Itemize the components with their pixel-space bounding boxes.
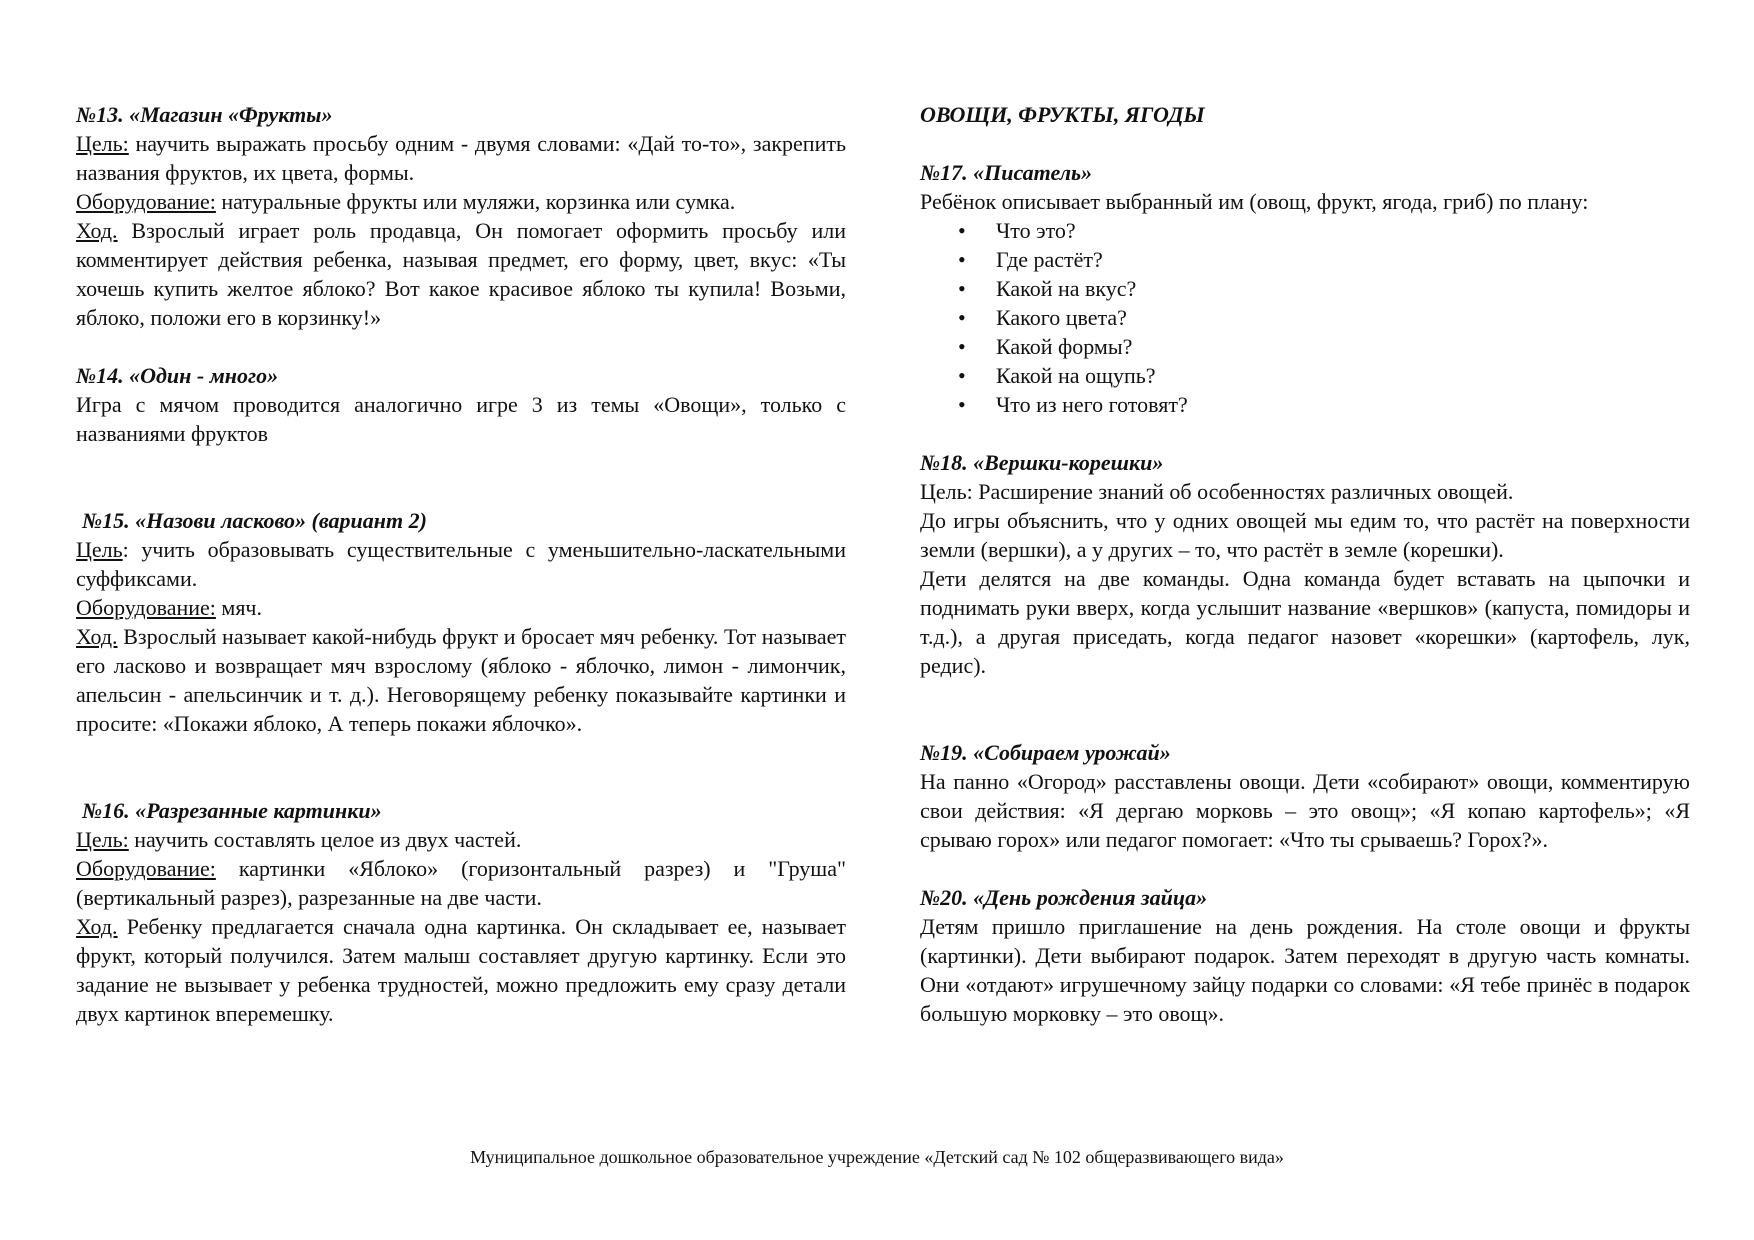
game-14-title: №14. «Один - много» — [76, 363, 279, 388]
game-18 — [920, 448, 1690, 680]
equipment-text: натуральные фрукты или муляжи, корзинка или сумка. — [215, 189, 736, 214]
game-20 — [920, 883, 1690, 1028]
move-text: Взрослый называет какой-нибудь фрукт и бросает мяч ребенку. Тот называет его ласково и возвращает мяч взрослому (яблоко - яблочко, лимон - лимончик, апельсин - апельсинчик и т. д.). Неговорящему ребенку показывайте картинки и просите: «Покажи яблоко, А теперь покажи яблочко». — [76, 624, 846, 736]
question-list — [920, 216, 1690, 419]
bullet-icon: • — [958, 392, 966, 417]
game-13-title: №13. «Магазин «Фрукты» — [76, 102, 333, 127]
bullet-icon: • — [958, 305, 966, 330]
game-19 — [920, 738, 1690, 854]
move-label: Ход. — [76, 218, 118, 243]
spacer — [920, 419, 1690, 448]
right-column — [920, 100, 1690, 1028]
goal-text: научить выражать просьбу одним - двумя словами: «Дай то-то», закрепить названия фруктов, их цвета, формы. — [76, 131, 846, 185]
spacer — [920, 680, 1690, 738]
list-item: • Что это? — [958, 218, 1076, 243]
list-item: • Какой на ощупь? — [958, 363, 1156, 388]
game-13-equipment — [76, 187, 846, 216]
game-20-text: Детям пришло приглашение на день рождения. На столе овощи и фрукты (картинки). Дети выбирают подарок. Затем переходят в другую часть комнаты. Они «отдают» игрушечному зайцу подарки со словами: «Я тебе принёс в подарок большую морковку – это овощ». — [920, 914, 1690, 1026]
goal-text: : учить образовывать существительные с уменьшительно-ласкательными суффиксами. — [76, 537, 846, 591]
game-18-paragraph-1: До игры объяснить, что у одних овощей мы едим то, что растёт на поверхности земли (вершки), а у других – то, что растёт в земле (корешки). — [920, 508, 1690, 562]
page-footer: Муниципальное дошкольное образовательное учреждение «Детский сад № 102 общеразвивающего вида» — [470, 1147, 1284, 1167]
game-13-move — [76, 216, 846, 332]
game-16 — [76, 796, 846, 1028]
game-15-goal — [76, 535, 846, 593]
game-19-title: №19. «Собираем урожай» — [920, 740, 1171, 765]
equipment-label: Оборудование: — [76, 856, 216, 881]
game-20-title: №20. «День рождения зайца» — [920, 885, 1208, 910]
game-16-move — [76, 912, 846, 1028]
bullet-icon: • — [958, 334, 966, 359]
game-15-title: №15. «Назови ласково» (вариант 2) — [82, 508, 427, 533]
bullet-icon: • — [958, 247, 966, 272]
goal-label: Цель: — [76, 131, 129, 156]
spacer — [76, 332, 846, 361]
spacer — [920, 854, 1690, 883]
spacer — [76, 448, 846, 506]
game-18-goal: Цель: Расширение знаний об особенностях различных овощей. — [920, 479, 1514, 504]
game-15-move — [76, 622, 846, 738]
left-column — [76, 100, 846, 1028]
list-item: • Какого цвета? — [958, 305, 1127, 330]
game-16-equipment — [76, 854, 846, 912]
equipment-text: картинки «Яблоко» (горизонтальный разрез) и "Груша" (вертикальный разрез), разрезанные на две части. — [76, 856, 846, 910]
goal-text: научить составлять целое из двух частей. — [128, 827, 522, 852]
bullet-icon: • — [958, 363, 966, 388]
bullet-icon: • — [958, 218, 966, 243]
spacer — [920, 129, 1690, 158]
section-title: ОВОЩИ, ФРУКТЫ, ЯГОДЫ — [920, 102, 1205, 127]
game-17-title: №17. «Писатель» — [920, 160, 1093, 185]
game-14 — [76, 361, 846, 448]
game-15-equipment — [76, 593, 846, 622]
goal-label: Цель — [76, 537, 123, 562]
game-16-title: №16. «Разрезанные картинки» — [82, 798, 382, 823]
game-15 — [76, 506, 846, 738]
equipment-text: мяч. — [215, 595, 262, 620]
equipment-label: Оборудование: — [76, 189, 216, 214]
equipment-label: Оборудование: — [76, 595, 216, 620]
list-item: • Что из него готовят? — [958, 392, 1188, 417]
list-item: • Где растёт? — [958, 247, 1103, 272]
game-16-goal — [76, 825, 846, 854]
bullet-icon: • — [958, 276, 966, 301]
move-text: Ребенку предлагается сначала одна картинка. Он складывает ее, называет фрукт, который получился. Затем малыш составляет другую картинку. Если это задание не вызывает у ребенка трудностей, можно предложить ему сразу детали двух картинок вперемешку. — [76, 914, 846, 1026]
game-18-paragraph-2: Дети делятся на две команды. Одна команда будет вставать на цыпочки и поднимать руки вверх, когда услышит название «вершков» (капуста, помидоры и т.д.), а другая приседать, когда педагог назовет «корешки» (картофель, лук, редис). — [920, 566, 1690, 678]
game-13-goal — [76, 129, 846, 187]
list-item: • Какой формы? — [958, 334, 1133, 359]
game-18-title: №18. «Вершки-корешки» — [920, 450, 1164, 475]
game-17-text: Ребёнок описывает выбранный им (овощ, фрукт, ягода, гриб) по плану: — [920, 189, 1589, 214]
game-14-text: Игра с мячом проводится аналогично игре 3 из темы «Овощи», только с названиями фруктов — [76, 392, 846, 446]
move-label: Ход. — [76, 624, 118, 649]
game-13 — [76, 100, 846, 332]
list-item: • Какой на вкус? — [958, 276, 1137, 301]
move-label: Ход. — [76, 914, 118, 939]
game-19-text: На панно «Огород» расставлены овощи. Дети «собирают» овощи, комментирую свои действия: «Я дергаю морковь – это овощ»; «Я копаю картофель»; «Я срываю горох» или педагог помогает: «Что ты срываешь? Горох?». — [920, 769, 1690, 852]
move-text: Взрослый играет роль продавца, Он помогает оформить просьбу или комментирует действия ребенка, называя предмет, его форму, цвет, вкус: «Ты хочешь купить желтое яблоко? Вот какое красивое яблоко ты купила! Возьми, яблоко, положи его в корзинку!» — [76, 218, 846, 330]
spacer — [76, 738, 846, 796]
game-17 — [920, 158, 1690, 419]
goal-label: Цель: — [76, 827, 129, 852]
